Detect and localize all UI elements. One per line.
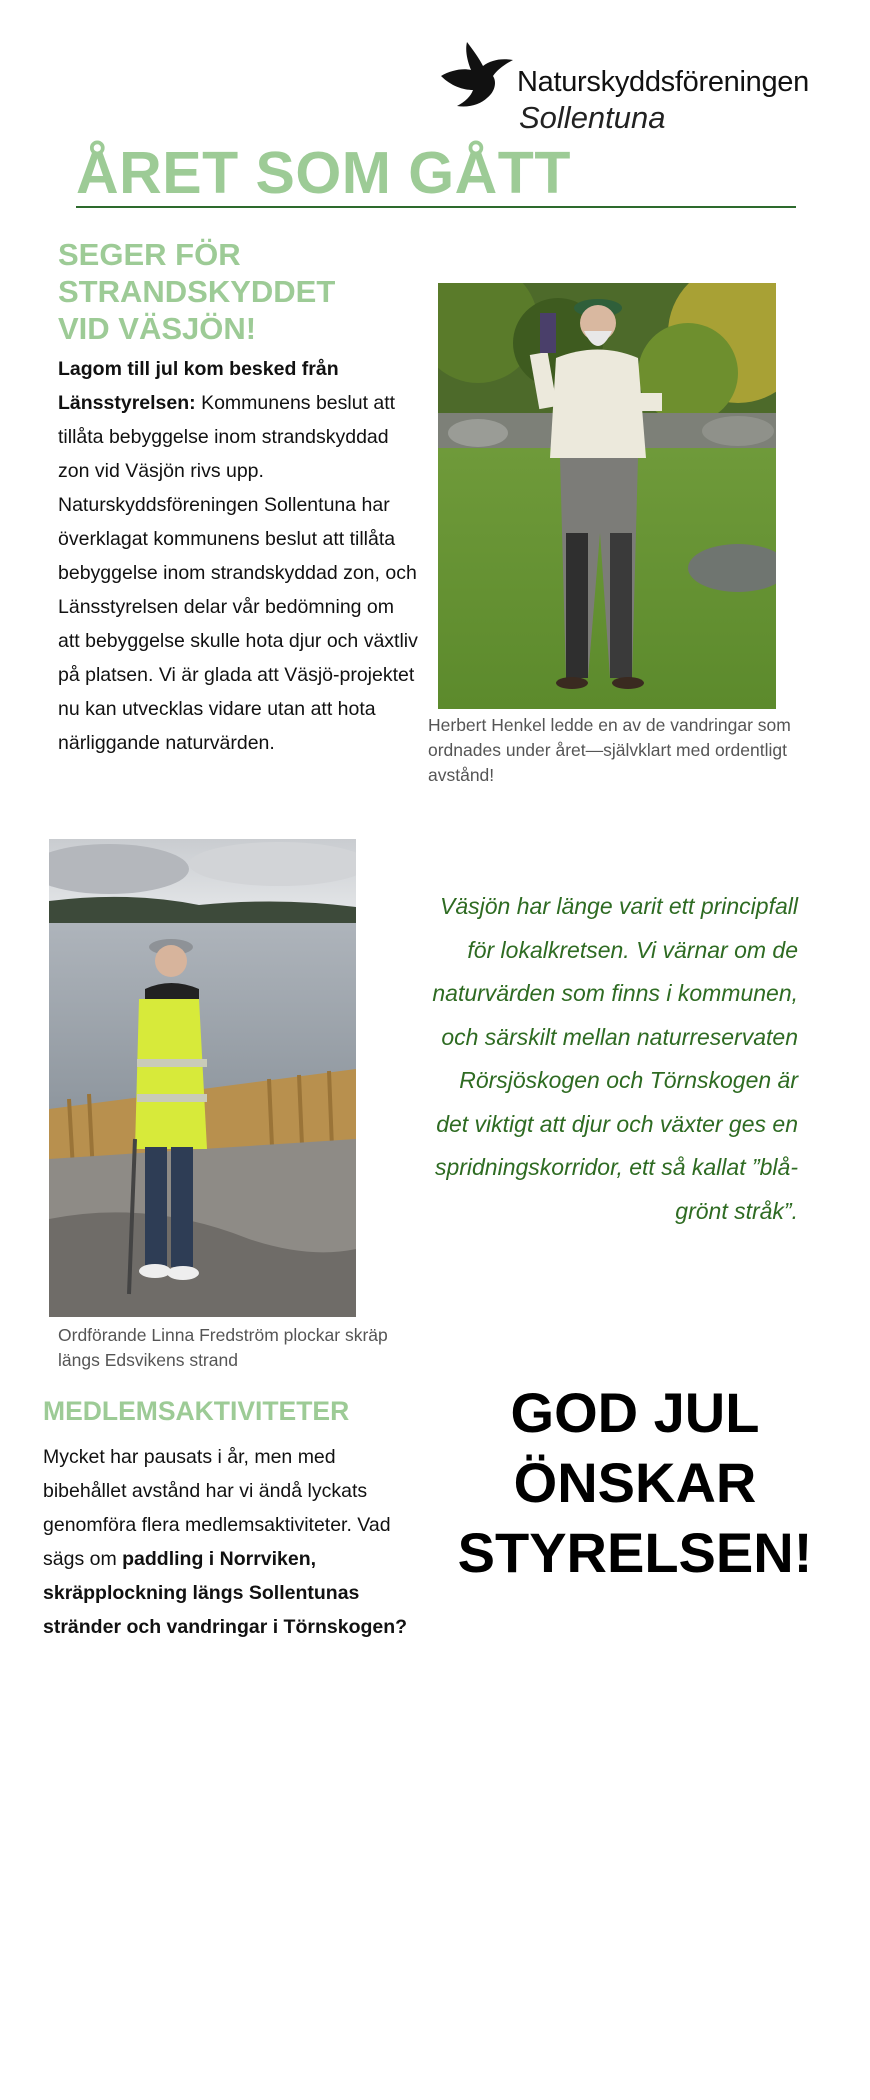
photo-caption-linna: Ordförande Linna Fredström plockar skräp längs Edsvikens strand <box>58 1325 388 1370</box>
article-body-medlemsaktiviteter <box>43 1440 408 1644</box>
christmas-greeting <box>440 1378 830 1588</box>
photo-herbert-henkel <box>438 283 776 709</box>
article-bold-text: paddling i Norrviken, skräpplockning längs Sollentunas stränder och vandringar i Törnskogen? <box>43 1548 408 1638</box>
title-divider <box>76 206 796 208</box>
page-title: ÅRET SOM GÅTT <box>76 140 571 206</box>
photo-cleanup-image <box>49 839 356 1317</box>
photo-caption-herbert: Herbert Henkel ledde en av de vandringar som ordnades under året—självklart med ordentligt avstånd! <box>428 715 791 785</box>
logo-subtitle: Sollentuna <box>519 100 666 135</box>
heading-line: SEGER FÖR <box>58 237 241 272</box>
pull-quote: Väsjön har länge varit ett principfall för lokalkretsen. Vi värnar om de naturvärden som finns i kommunen, och särskilt mellan naturreservaten Rörsjöskogen och Törnskogen är det viktigt att djur och växter ges en spridningskorridor, ett så kallat ”blå-grönt stråk”. <box>432 893 798 1224</box>
logo-name: Naturskyddsföreningen <box>517 66 809 98</box>
article-heading-strandskydd <box>58 236 418 347</box>
organization-logo <box>437 40 837 140</box>
swallow-bird-icon <box>437 40 515 108</box>
photo-linna-fredstrom <box>49 839 356 1317</box>
heading-line: VID VÄSJÖN! <box>58 311 257 346</box>
article-lead: Lagom till jul kom besked från Länsstyrelsen: <box>58 358 339 414</box>
article-heading-medlemsaktiviteter: MEDLEMSAKTIVITETER <box>43 1396 350 1426</box>
article-body-strandskydd <box>58 352 418 760</box>
greeting-line: GOD JUL <box>510 1381 760 1444</box>
greeting-line: ÖNSKAR <box>513 1451 757 1514</box>
photo-hiker-image <box>438 283 776 709</box>
greeting-line: STYRELSEN! <box>457 1521 813 1584</box>
article-text: Mycket har pausats i år, men med bibehållet avstånd har vi ändå lyckats genomföra flera medlemsaktiviteter. Vad sägs om <box>43 1446 391 1570</box>
heading-line: STRANDSKYDDET <box>58 274 336 309</box>
article-text: Kommunens beslut att tillåta bebyggelse inom strandskyddad zon vid Väsjön rivs upp. Naturskyddsföreningen Sollentuna har överklagat kommunens beslut att tillåta bebyggelse inom strandskyddad zon, och Länsstyrelsen delar vår bedömning om att bebyggelse skulle hota djur och växtliv på platsen. Vi är glada att Väsjö-projektet nu kan utvecklas vidare utan att hota närliggande naturvärden. <box>58 392 418 754</box>
